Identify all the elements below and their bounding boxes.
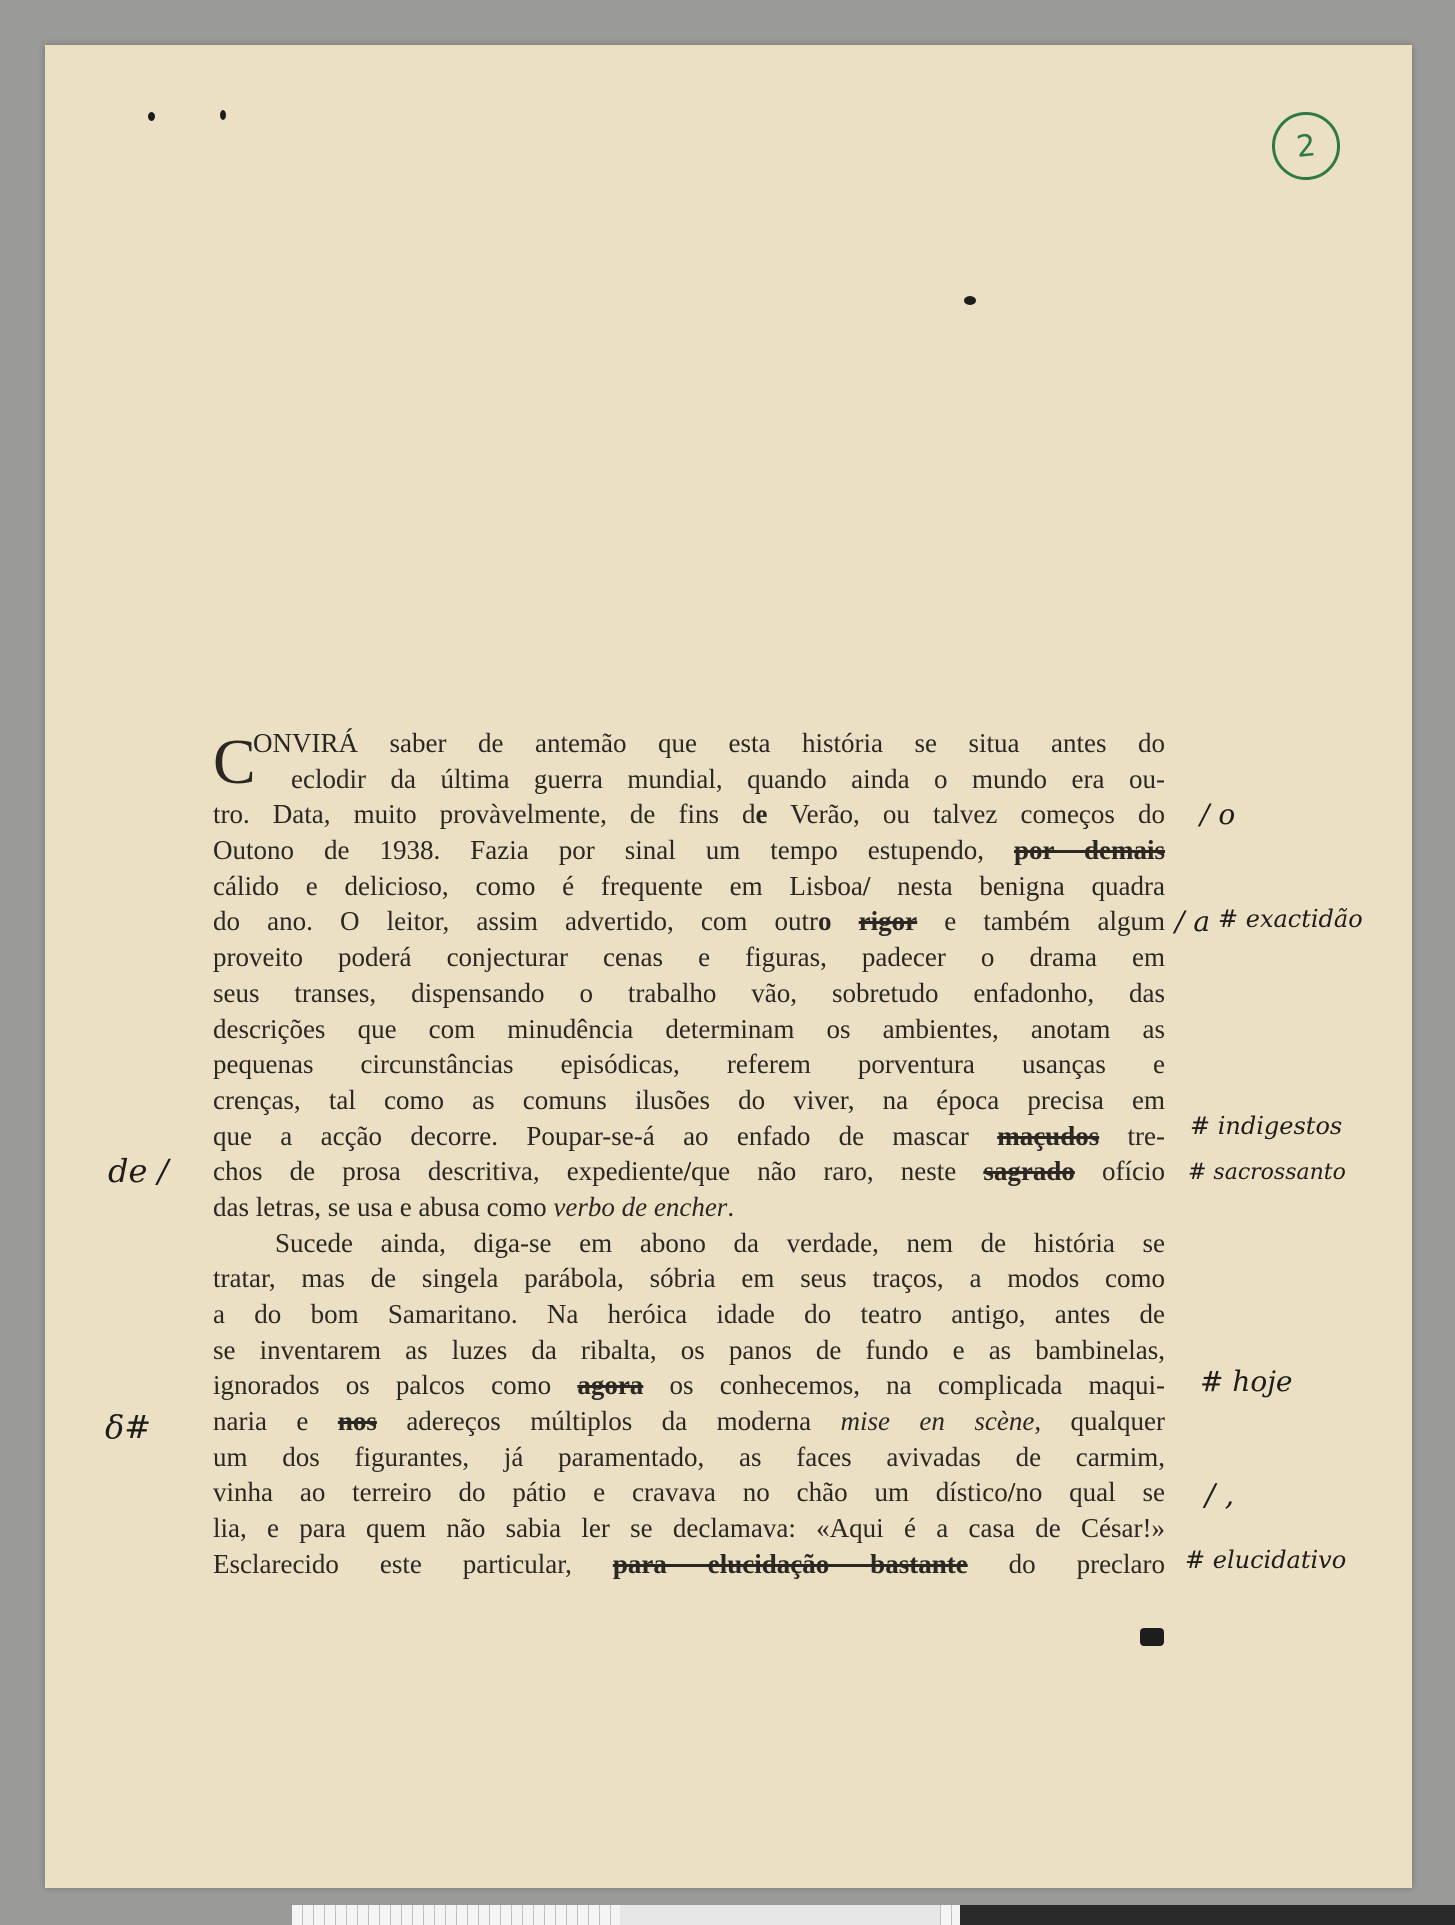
strikethrough: agora	[577, 1370, 644, 1401]
strikethrough: por demais	[1013, 835, 1166, 866]
margin-note: # exactidão	[1218, 905, 1363, 933]
margin-note: δ#	[105, 1408, 152, 1446]
text-line: Outono de 1938. Fazia por sinal um tempo estupendo, por demais	[213, 835, 1166, 866]
text-line: Sucede ainda, diga-se em abono da verdade, nem de história se	[275, 1227, 1165, 1258]
text-line: Esclarecido este particular, para elucidação bastante do preclaro	[213, 1548, 1166, 1579]
scale-ruler-segment	[620, 1905, 940, 1925]
ink-speck	[148, 112, 155, 121]
drop-cap: C	[213, 726, 256, 797]
text-line: chos de prosa descritiva, expediente/que não raro, neste sagrado ofício	[213, 1156, 1165, 1187]
text-line: ignorados os palcos como agora os conhecemos, na complicada maqui-	[213, 1370, 1166, 1401]
text-line: tratar, mas de singela parábola, sóbria em seus traços, a modos como	[213, 1263, 1165, 1294]
margin-note: # indigestos	[1190, 1112, 1343, 1140]
strikethrough: sagrado	[983, 1156, 1075, 1187]
text-line: cálido e delicioso, como é frequente em Lisboa/ nesta benigna quadra	[213, 870, 1166, 901]
scale-ruler-segment	[960, 1905, 1455, 1925]
text-line: eclodir da última guerra mundial, quando ainda o mundo era ou-	[291, 763, 1165, 794]
margin-note: de /	[108, 1152, 169, 1190]
text-line: das letras, se usa e abusa como verbo de encher.	[213, 1191, 735, 1222]
strikethrough: rigor	[858, 906, 918, 937]
text-line: seus transes, dispensando o trabalho vão, sobretudo enfadonho, das	[213, 977, 1165, 1008]
ink-speck	[964, 296, 976, 305]
page-number: 2	[1294, 127, 1318, 165]
text-line: ONVIRÁ saber de antemão que esta história se situa antes do	[253, 728, 1165, 758]
margin-note: # sacrossanto	[1188, 1160, 1346, 1185]
ink-speck	[220, 110, 226, 120]
text-line: a do bom Samaritano. Na heróica idade do teatro antigo, antes de	[213, 1299, 1165, 1329]
text-line: vinha ao terreiro do pátio e cravava no chão um dístico/no qual se	[213, 1477, 1165, 1508]
text-line: do ano. O leitor, assim advertido, com outro rigor e também algum	[213, 906, 1166, 937]
text-line: tro. Data, muito provàvelmente, de fins de Verão, ou talvez começos do	[213, 799, 1165, 830]
margin-note: / o	[1200, 798, 1236, 831]
text-line: proveito poderá conjecturar cenas e figuras, padecer o drama em	[213, 942, 1165, 973]
text-line: lia, e para quem não sabia ler se declamava: «Aqui é a casa de César!»	[213, 1513, 1165, 1544]
ink-speck	[1140, 1628, 1164, 1646]
text-line: descrições que com minudência determinam os ambientes, anotam as	[213, 1013, 1165, 1044]
text-line: naria e nos adereços múltiplos da moderna mise en scène, qualquer	[213, 1406, 1165, 1437]
strikethrough: maçudos	[997, 1120, 1100, 1151]
margin-note: / a	[1175, 905, 1211, 938]
strikethrough: para elucidação bastante	[612, 1548, 968, 1579]
text-line: que a acção decorre. Poupar-se-á ao enfado de mascar maçudos tre-	[213, 1120, 1166, 1151]
margin-note: # hoje	[1200, 1365, 1293, 1398]
text-line: um dos figurantes, já paramentado, as faces avivadas de carmim,	[213, 1441, 1165, 1472]
text-line: se inventarem as luzes da ribalta, os panos de fundo e as bambinelas,	[213, 1334, 1165, 1365]
strikethrough: nos	[337, 1406, 377, 1437]
margin-note: / ,	[1205, 1478, 1235, 1513]
body-text	[213, 726, 1165, 1583]
text-line: pequenas circunstâncias episódicas, referem porventura usanças e	[213, 1049, 1165, 1080]
text-line: crenças, tal como as comuns ilusões do viver, na época precisa em	[213, 1084, 1165, 1115]
margin-note: # elucidativo	[1185, 1546, 1347, 1574]
